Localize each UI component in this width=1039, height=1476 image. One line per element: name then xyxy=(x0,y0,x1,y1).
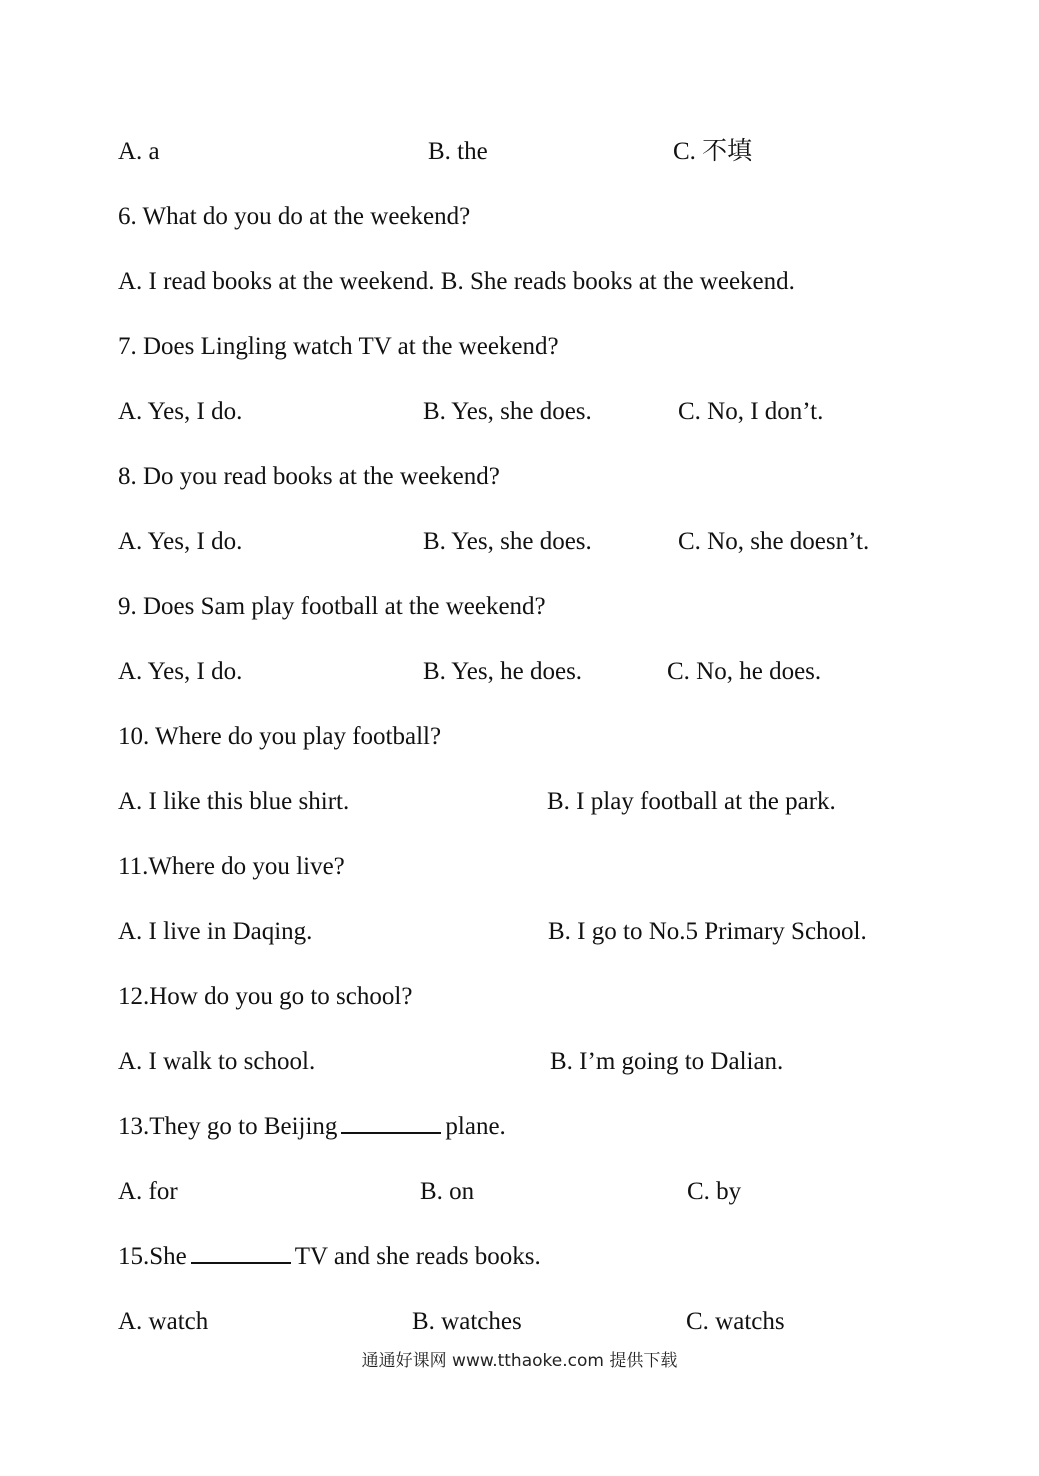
option-c: C. No, he does. xyxy=(667,658,822,685)
question-10: 10. Where do you play football? xyxy=(118,723,442,750)
question-12: 12.How do you go to school? xyxy=(118,983,413,1010)
option-c: C. No, I don’t. xyxy=(678,398,824,425)
question-9: 9. Does Sam play football at the weekend? xyxy=(118,593,546,620)
question-text-before: 15.She xyxy=(118,1243,187,1270)
question-13 xyxy=(118,1110,506,1144)
option-b: B. Yes, he does. xyxy=(423,658,583,685)
option-a: A. for xyxy=(118,1178,178,1205)
option-b: B. on xyxy=(420,1178,475,1205)
answer-blank xyxy=(191,1240,291,1264)
question-7: 7. Does Lingling watch TV at the weekend? xyxy=(118,333,559,360)
option-b: B. I play football at the park. xyxy=(547,788,836,815)
option-a: A. Yes, I do. xyxy=(118,398,243,425)
option-a: A. Yes, I do. xyxy=(118,658,243,685)
question-text-before: 13.They go to Beijing xyxy=(118,1113,338,1140)
question-11: 11.Where do you live? xyxy=(118,853,345,880)
option-a: A. I live in Daqing. xyxy=(118,918,313,945)
option-a: A. watch xyxy=(118,1308,209,1335)
option-b: B. Yes, she does. xyxy=(423,398,592,425)
option-a: A. I walk to school. xyxy=(118,1048,316,1075)
option-b: B. I go to No.5 Primary School. xyxy=(548,918,867,945)
question-6: 6. What do you do at the weekend? xyxy=(118,203,471,230)
option-b: B. watches xyxy=(412,1308,522,1335)
option-a: A. I like this blue shirt. xyxy=(118,788,350,815)
option-a: A. Yes, I do. xyxy=(118,528,243,555)
question-text-after: plane. xyxy=(445,1113,506,1140)
option-b: B. I’m going to Dalian. xyxy=(550,1048,784,1075)
answer-blank xyxy=(341,1110,441,1134)
option-b: B. Yes, she does. xyxy=(423,528,592,555)
option-c: C. watchs xyxy=(686,1308,785,1335)
question-15 xyxy=(118,1240,541,1274)
question-text-after: TV and she reads books. xyxy=(294,1243,541,1270)
option-a: A. I read books at the weekend. B. She reads books at the weekend. xyxy=(118,268,795,295)
option-b: B. the xyxy=(428,138,488,165)
option-c: C. No, she doesn’t. xyxy=(678,528,870,555)
page-footer: 通通好课网 www.tthaoke.com 提供下载 xyxy=(361,1351,678,1371)
option-a: A. a xyxy=(118,138,160,165)
option-c: C. 不填 xyxy=(673,138,753,165)
option-c: C. by xyxy=(687,1178,742,1205)
question-8: 8. Do you read books at the weekend? xyxy=(118,463,500,490)
